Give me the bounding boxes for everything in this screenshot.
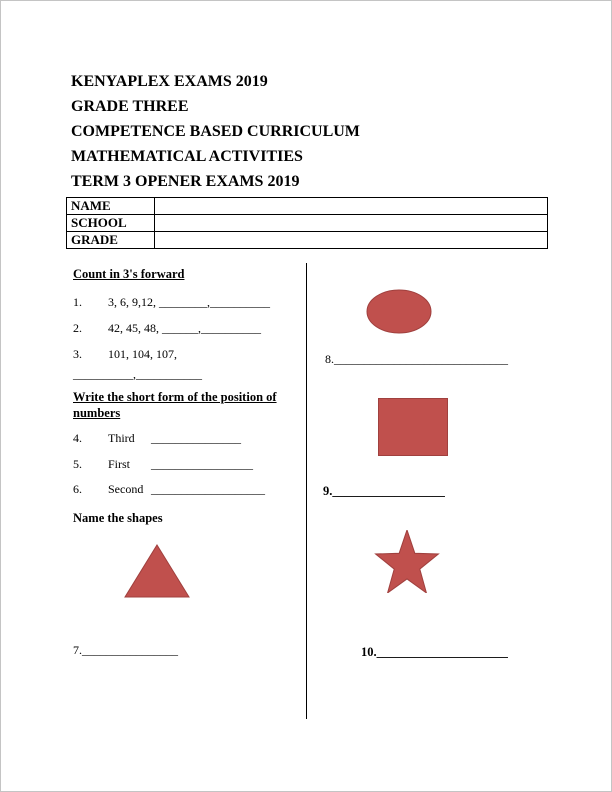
header-exam-title: KENYAPLEX EXAMS 2019 (71, 73, 268, 90)
question-1-text: 3, 6, 9,12, ________,__________ (108, 295, 270, 309)
grade-input-cell[interactable] (155, 232, 548, 249)
question-10-label[interactable]: 10._____________________ (361, 645, 508, 659)
school-label: SCHOOL (67, 215, 155, 232)
question-5-word: First (108, 457, 131, 471)
question-6-answer-blank[interactable]: ___________________ (151, 482, 265, 496)
header-grade-line: GRADE THREE (71, 98, 189, 115)
info-row-grade (67, 232, 548, 249)
question-1 (73, 295, 270, 310)
name-label: NAME (67, 198, 155, 215)
question-4-answer-blank[interactable]: _______________ (151, 431, 241, 445)
question-6 (73, 482, 265, 497)
star-shape (374, 530, 440, 593)
header-subject-line: MATHEMATICAL ACTIVITIES (71, 148, 303, 165)
question-4 (73, 431, 241, 446)
question-5 (73, 457, 253, 472)
question-2-number: 2. (73, 321, 82, 335)
question-5-number: 5. (73, 457, 82, 471)
triangle-shape (124, 544, 190, 598)
student-info-table (66, 197, 548, 249)
question-3-number: 3. (73, 347, 82, 361)
question-3-answer-blanks[interactable]: __________,___________ (73, 367, 202, 381)
section-title-count: Count in 3's forward (73, 267, 185, 281)
ellipse-shape (366, 289, 432, 334)
school-input-cell[interactable] (155, 215, 548, 232)
section-title-position-line2: numbers (73, 406, 121, 420)
question-2-text: 42, 45, 48, ______,__________ (108, 321, 261, 335)
question-7-label[interactable]: 7.________________ (73, 643, 178, 657)
question-6-word: Second (108, 482, 144, 496)
question-3 (73, 347, 177, 362)
question-4-word: Third (108, 431, 135, 445)
question-1-number: 1. (73, 295, 82, 309)
header-term-line: TERM 3 OPENER EXAMS 2019 (71, 173, 300, 190)
column-divider-line (306, 263, 307, 719)
question-2 (73, 321, 261, 336)
question-8-label[interactable]: 8._____________________________ (325, 352, 508, 366)
info-row-name (67, 198, 548, 215)
question-4-number: 4. (73, 431, 82, 445)
question-6-number: 6. (73, 482, 82, 496)
header-curriculum-line: COMPETENCE BASED CURRICULUM (71, 123, 360, 140)
square-shape (378, 398, 448, 456)
section-title-shapes: Name the shapes (73, 511, 163, 525)
section-title-position-line1: Write the short form of the position of (73, 390, 277, 404)
grade-label: GRADE (67, 232, 155, 249)
info-row-school (67, 215, 548, 232)
name-input-cell[interactable] (155, 198, 548, 215)
question-9-label[interactable]: 9.__________________ (323, 484, 445, 498)
question-3-text: 101, 104, 107, (108, 347, 177, 361)
question-5-answer-blank[interactable]: _________________ (151, 457, 253, 471)
